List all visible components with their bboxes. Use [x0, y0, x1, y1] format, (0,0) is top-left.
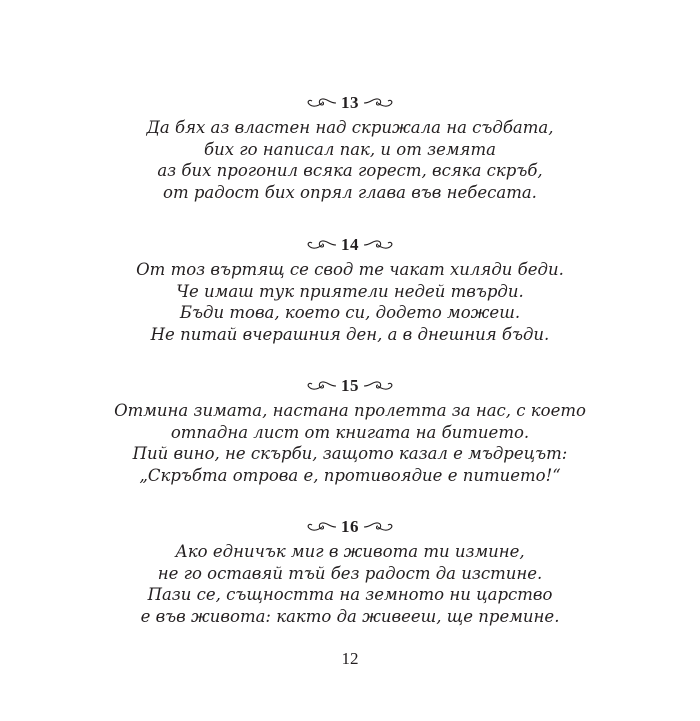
verse-line: аз бих прогонил всяка горест, всяка скръб, [157, 161, 543, 180]
verse-line: Отмина зимата, настана пролетта за нас, с което [114, 401, 586, 420]
verse-line: „Скръбта отрова е, противоядие е питието!“ [139, 465, 561, 485]
flourish-left-icon [307, 96, 337, 110]
stanza-lines [0, 541, 700, 627]
stanza-heading [0, 91, 700, 115]
flourish-right-icon [363, 238, 393, 252]
stanza-number: 14 [341, 235, 359, 254]
verse-line: не го оставяй тъй без радост да изстине. [157, 563, 543, 583]
stanza-number: 15 [341, 376, 359, 395]
stanza-heading [0, 233, 700, 257]
verse-line: Не питай вчерашния ден, а в днешния бъди. [150, 324, 550, 344]
verse-line: отпадна лист от книгата на битието. [170, 422, 530, 442]
flourish-right-icon [363, 520, 393, 534]
verse-line: е във живота: както да живееш, ще премине. [140, 606, 560, 626]
flourish-left-icon [307, 520, 337, 534]
stanza-heading [0, 515, 700, 539]
flourish-left-icon [307, 379, 337, 393]
verse-line: Пий вино, не скърби, защото казал е мъдрецът: [132, 444, 568, 463]
verse-line: От тоз въртящ се свод те чакат хиляди беди. [136, 260, 564, 279]
stanza-lines [0, 400, 700, 486]
flourish-left-icon [307, 238, 337, 252]
stanza-number: 13 [341, 93, 359, 112]
stanza-number: 16 [341, 517, 359, 536]
stanza-15 [0, 374, 700, 486]
verse-line: бих го написал пак, и от земята [204, 139, 496, 159]
verse-line: Да бях аз властен над скрижала на съдбата, [146, 118, 554, 137]
page-number: 12 [341, 649, 359, 668]
verse-line: от радост бих опрял глава във небесата. [163, 182, 537, 202]
stanza-heading [0, 374, 700, 398]
stanza-14 [0, 233, 700, 345]
stanza-13 [0, 91, 700, 203]
verse-line: Пази се, същността на земното ни царство [147, 585, 553, 604]
stanza-lines [0, 117, 700, 203]
flourish-right-icon [363, 96, 393, 110]
verse-line: Ако едничък миг в живота ти измине, [175, 542, 525, 561]
verse-line: Бъди това, което си, додето можеш. [179, 303, 521, 322]
verse-line: Че имаш тук приятели недей твърди. [176, 281, 524, 301]
stanza-16 [0, 515, 700, 627]
stanza-lines [0, 259, 700, 345]
flourish-right-icon [363, 379, 393, 393]
